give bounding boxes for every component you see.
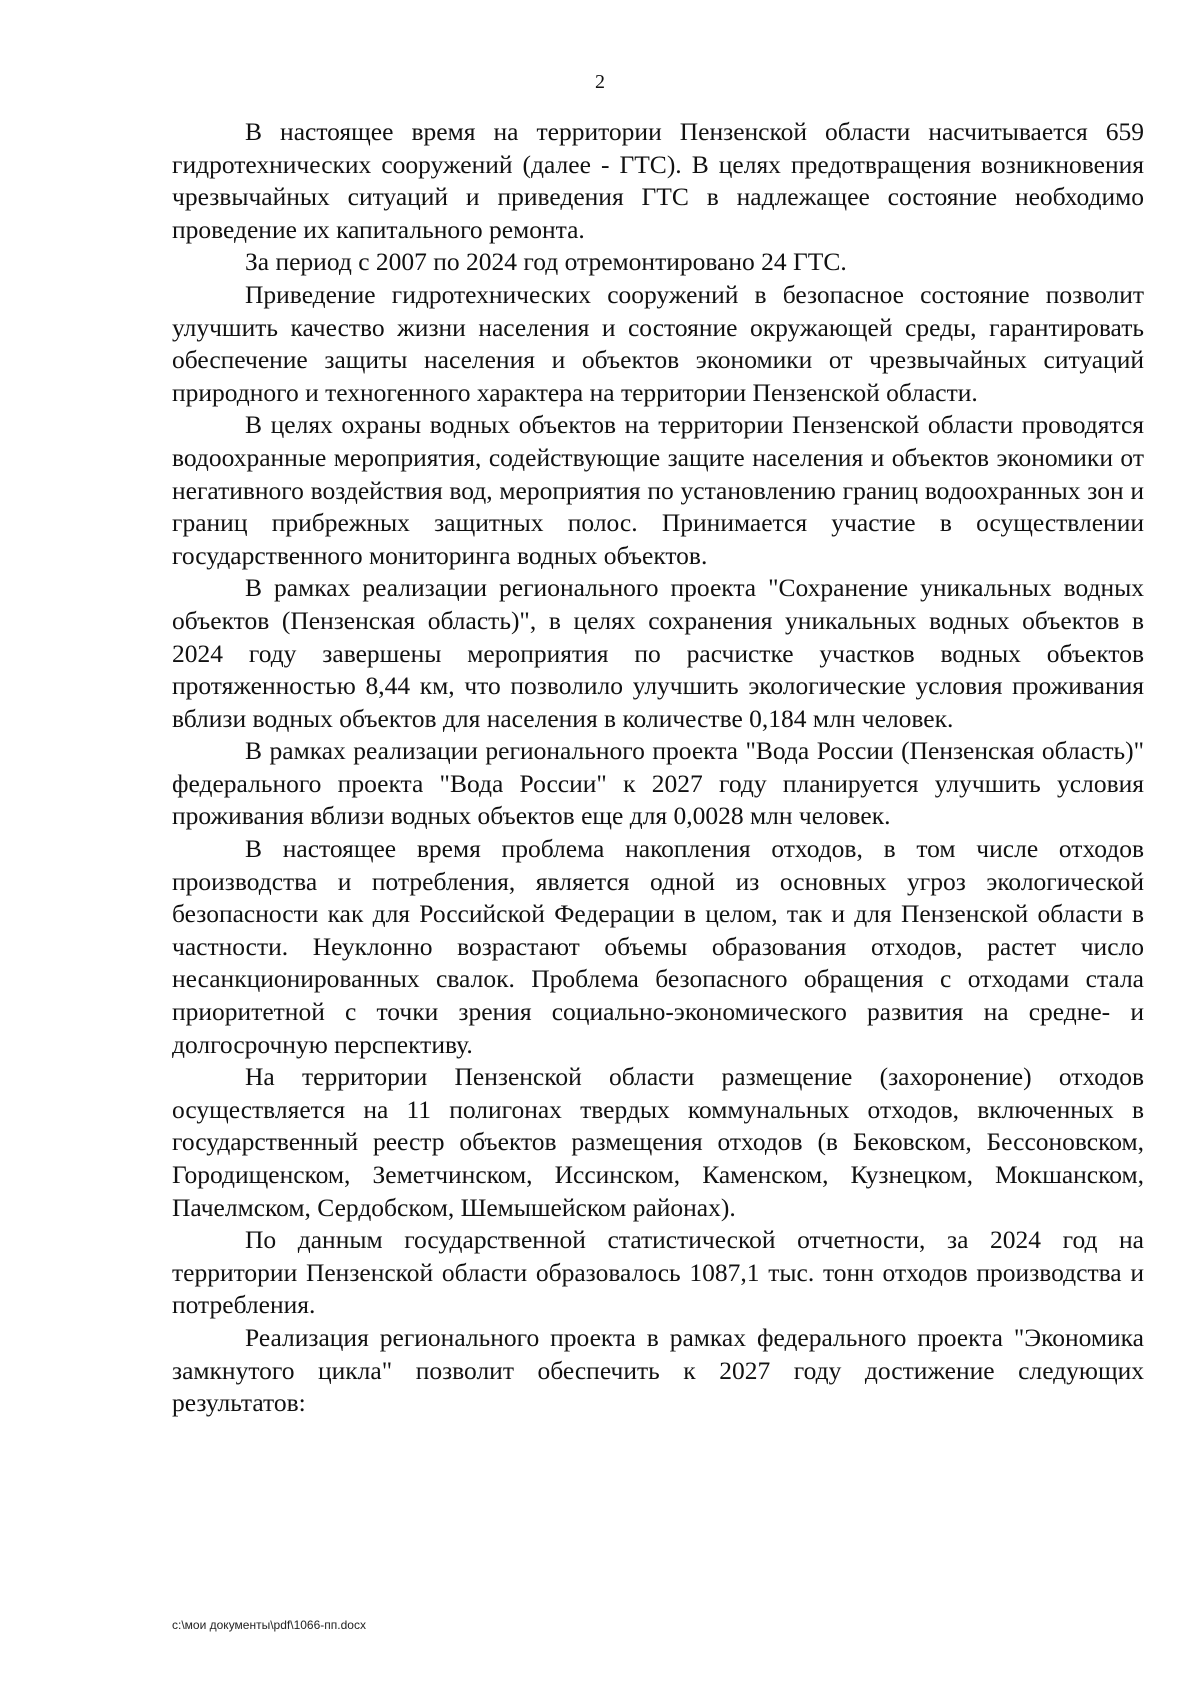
paragraph-circular-economy: Реализация регионального проекта в рамках федерального проекта "Экономика замкнутого цикла" позволит обеспечить к 2027 году достижение следующих результатов: xyxy=(172,1322,1144,1418)
paragraph-water-of-russia: В рамках реализации регионального проекта "Вода России (Пензенская область)" федерального проекта "Вода России" к 2027 году планируется улучшить условия проживания вблизи водных объектов еще для 0,0028 млн человек. xyxy=(172,736,1144,831)
page-number: 2 xyxy=(595,71,605,93)
paragraph-gts-count: В настоящее время на территории Пензенской области насчитывается 659 гидротехнических сооружений (далее - ГТС). В целях предотвращения возникновения чрезвычайных ситуаций и приведения ГТС в надлежащее состояние необходимо проведение их капитального ремонта. xyxy=(172,117,1144,244)
paragraph-waste-problem: В настоящее время проблема накопления отходов, в том числе отходов производства и потребления, является одной из основных угроз экологической безопасности как для Российской Федерации в целом, так и для Пензенской области в частности. Неуклонно возрастают объемы образования отходов, растет число несанкционированных свалок. Проблема безопасного обращения с отходами стала приоритетной с точки зрения социально-экономического развития на средне- и долгосрочную перспективу. xyxy=(172,834,1144,1059)
paragraph-landfills: На территории Пензенской области размещение (захоронение) отходов осуществляется на 11 полигонах твердых коммунальных отходов, включенных в государственный реестр объектов размещения отходов (в Бековском, Бессоновском, Городищенском, Земетчинском, Иссинском, Каменском, Кузнецком, Мокшанском, Пачелмском, Сердобском, Шемышейском районах). xyxy=(172,1062,1144,1222)
paragraph-gts-repaired: За период с 2007 по 2024 год отремонтировано 24 ГТС. xyxy=(245,247,847,277)
paragraph-unique-water-objects: В рамках реализации регионального проекта "Сохранение уникальных водных объектов (Пензенская область)", в целях сохранения уникальных водных объектов в 2024 году завершены мероприятия по расчистке участков водных объектов протяженностью 8,44 км, что позволило улучшить экологические условия проживания вблизи водных объектов для населения в количестве 0,184 млн человек. xyxy=(172,573,1144,733)
footer-file-path: c:\мои документы\pdf\1066-пп.docx xyxy=(172,1618,366,1632)
paragraph-gts-safety: Приведение гидротехнических сооружений в безопасное состояние позволит улучшить качество жизни населения и состояние окружающей среды, гарантировать обеспечение защиты населения и объектов экономики от чрезвычайных ситуаций природного и техногенного характера на территории Пензенской области. xyxy=(172,279,1144,407)
paragraph-water-protection: В целях охраны водных объектов на территории Пензенской области проводятся водоохранные мероприятия, содействующие защите населения и объектов экономики от негативного воздействия вод, мероприятия по установлению границ водоохранных зон и границ прибрежных защитных полос. Принимается участие в осуществлении государственного мониторинга водных объектов. xyxy=(172,410,1144,570)
paragraph-waste-statistics: По данным государственной статистической отчетности, за 2024 год на территории Пензенской области образовалось 1087,1 тыс. тонн отходов производства и потребления. xyxy=(172,1225,1144,1320)
document-body xyxy=(172,116,1144,1420)
